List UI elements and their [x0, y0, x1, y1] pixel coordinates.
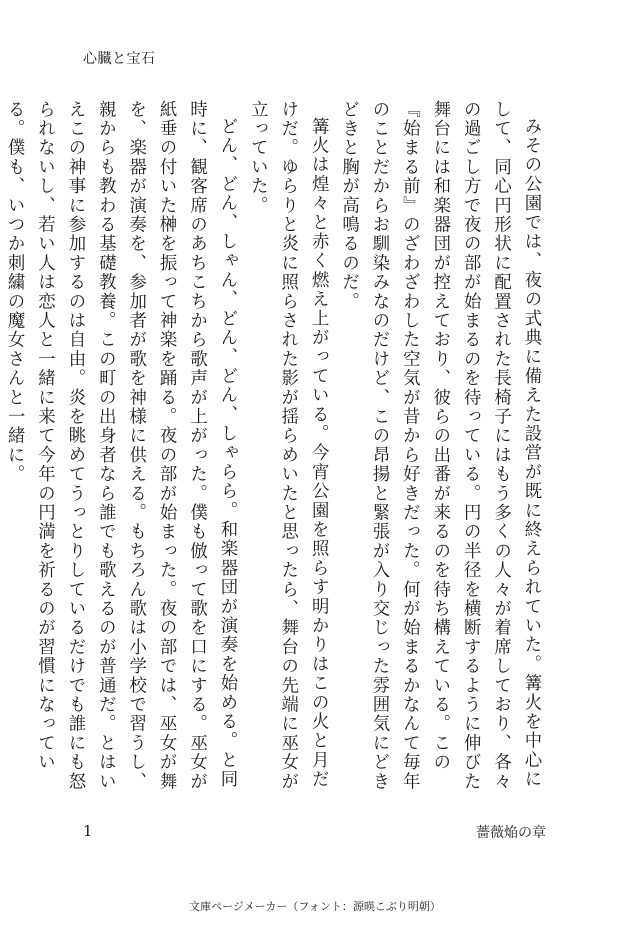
generator-credit: 文庫ページメーカー（フォント：源暎こぶり明朝） [189, 900, 441, 913]
chapter-title: 薔薇焔の章 [476, 825, 546, 841]
paragraph-1: みその公園では、夜の式典に備えた設営が既に終えられていた。篝火を中心にして、同心円形状に配置された長椅子にはもう多くの人々が着席しており、各々の過ごし方で夜の部が始まるのを待っている。円の半径を横断するように伸びた舞台には和楽器団が控えており、彼らの出番が来るのを待ち構えている。この『始まる前』のざわざわした空気が昔から好きだった。何が始まるかなんて毎年のことだからお馴染みなのだけど、この昂揚と緊張が入り交じった雰囲気にどきどきと胸が高鳴るのだ。 [338, 100, 541, 792]
paragraph-2: 篝火は煌々と赤く燃え上がっている。今宵公園を照らす明かりはこの火と月だけだ。ゆらりと炎に照らされた影が揺らめいたと思ったら、舞台の先端に巫女が立っていた。 [247, 100, 329, 792]
book-title: 心臓と宝石 [83, 51, 156, 67]
page-number: 1 [83, 822, 93, 840]
paragraph-3: どん、どん、しゃん、どん、どん、しゃらら。和楽器団が演奏を始める。と同時に、観客席のあちこちから歌声が上がった。僕も倣って歌を口にする。巫女が紙垂の付いた榊を振って神楽を踊る。夜の部が始まった。夜の部では、巫女が舞を、楽器が演奏を、参加者が歌を神様に供える。もちろん歌は小学校で習うし、親からも教わる基礎教養。この町の出身者なら誰でも歌えるのが普通だ。とはいえこの神事に参加するのは自由。炎を眺めてうっとりしているだけでも誰にも怒られないし、若い人は恋人と一緒に来て今年の円満を祈るのが習慣になっている。僕も、いつか刺繍の魔女さんと一緒に。 [4, 100, 237, 792]
vertical-body-text [4, 100, 546, 800]
